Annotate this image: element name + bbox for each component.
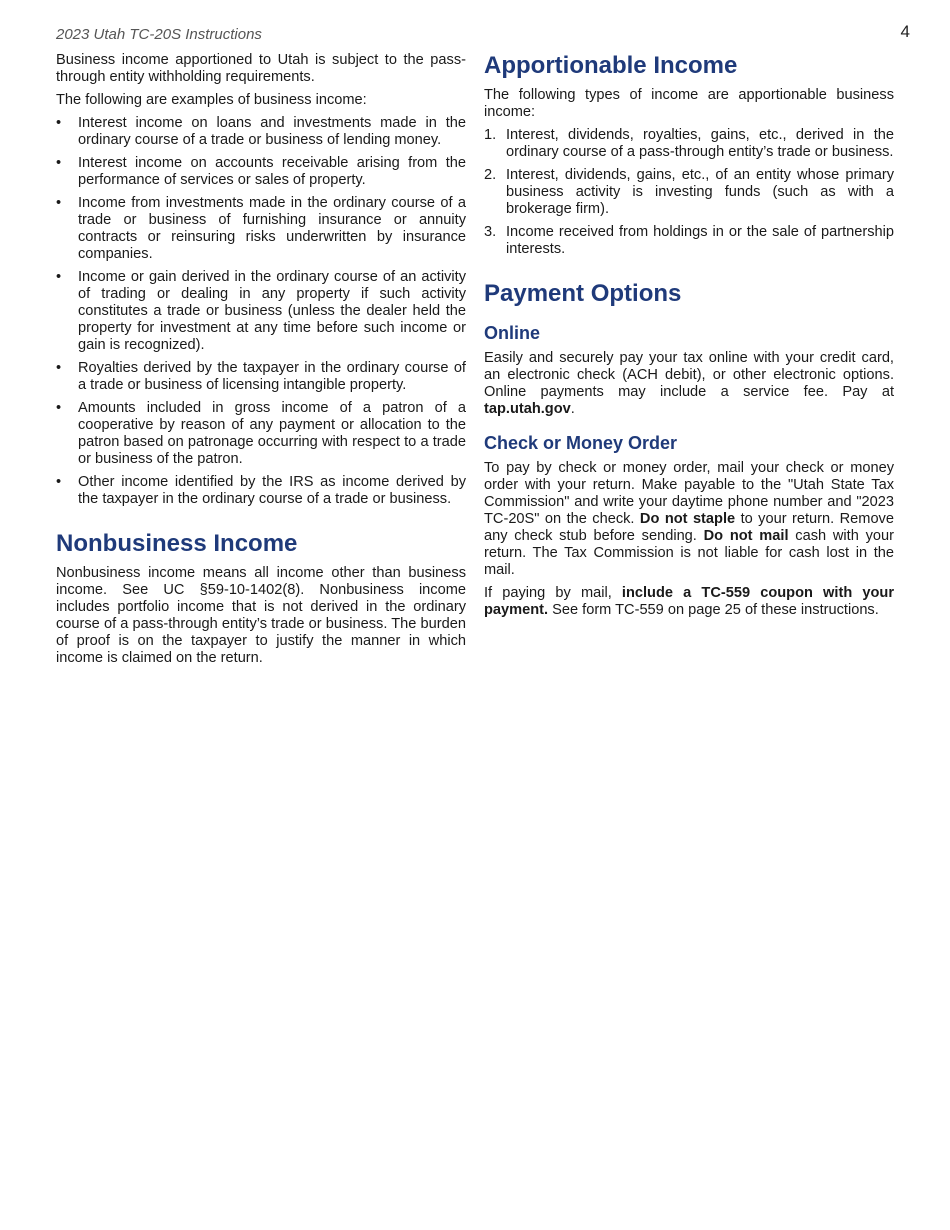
check-text-3: cash with your return. The Tax Commission is not liable for cash lost in the mail. [484,528,894,578]
do-not-staple: Do not staple [639,511,736,527]
apportionable-lead: The following types of income are apportionable business income: [484,87,894,120]
list-text: Interest, dividends, royalties, gains, etc., derived in the ordinary course of a pass-through entity’s trade or business. [506,127,894,160]
online-heading: Online [484,323,541,343]
page-number: 4 [900,22,910,41]
payment-options-heading: Payment Options [484,280,682,307]
list-text: Income received from holdings in or the sale of partnership interests. [506,224,894,257]
mail-coupon-paragraph [484,585,894,619]
list-item [484,127,894,161]
nonbusiness-income-heading: Nonbusiness Income [56,530,298,557]
list-item: • Interest income on accounts receivable arising from the performance of services or sales of property. [56,155,466,189]
apportionable-income-list [484,127,894,258]
list-item [484,224,894,258]
list-text: Interest, dividends, gains, etc., of an entity whose primary business activity is investing funds (such as with a brokerage firm). [506,167,894,217]
online-paragraph [484,350,894,418]
coupon-instruction: include a TC-559 coupon with your payment. [484,585,894,618]
mail-text-2: See form TC-559 on page 25 of these instructions. [548,602,879,618]
business-income-examples-list [56,115,466,508]
payment-site-link[interactable]: tap.utah.gov [484,401,571,417]
list-item [484,167,894,218]
list-item: • Other income identified by the IRS as income derived by the taxpayer in the ordinary course of a trade or business. [56,474,466,508]
list-number: 3. [484,224,497,240]
list-number: 1. [484,127,497,143]
list-item: • Amounts included in gross income of a patron of a cooperative by reason of any payment or allocation to the patron based on patronage occurring with respect to a trade or business of the patron. [56,400,466,468]
do-not-mail: Do not mail [703,528,789,544]
mail-text-1: If paying by mail, [484,585,622,601]
list-item: • Interest income on loans and investments made in the ordinary course of a trade or business of lending money. [56,115,466,149]
apportionable-income-heading: Apportionable Income [484,52,738,79]
check-text-1: To pay by check or money order, mail your check or money order with your return. Make payable to the "Utah State Tax Commission" and write your daytime phone number and "2023 TC-20S" on the check. [484,460,894,527]
list-item: • Royalties derived by the taxpayer in the ordinary course of a trade or business of licensing intangible property. [56,360,466,394]
running-title: 2023 Utah TC-20S Instructions [56,26,262,43]
nonbusiness-income-paragraph: Nonbusiness income means all income other than business income. See UC §59-10-1402(8). Nonbusiness income includes portfolio income that is not derived in the ordinary course of a pass-through entity’s trade or business. The burden of proof is on the taxpayer to justify the manner in which income is claimed on the return. [56,565,466,666]
check-money-order-paragraph [484,460,894,579]
online-end: . [570,401,575,417]
left-column [56,52,466,673]
check-money-order-heading: Check or Money Order [484,433,678,453]
right-column [484,52,894,625]
online-text: Easily and securely pay your tax online with your credit card, an electronic check (ACH debit), or other electronic options. Online payments may include a service fee. Pay at [484,350,894,400]
list-item: • Income from investments made in the ordinary course of a trade or business of furnishing insurance or annuity contracts or reinsuring risks underwritten by insurance companies. [56,195,466,263]
intro-paragraph: Business income apportioned to Utah is subject to the pass-through entity withholding requirements. [56,52,466,85]
list-number: 2. [484,167,497,183]
check-text-2: to your return. Remove any check stub before sending. [484,511,894,544]
examples-lead: The following are examples of business income: [56,92,367,108]
list-item: • Income or gain derived in the ordinary course of an activity of trading or dealing in any property if such activity constitutes a trade or business (unless the dealer held the property for investment at any time before such income or gain is recognized). [56,269,466,354]
